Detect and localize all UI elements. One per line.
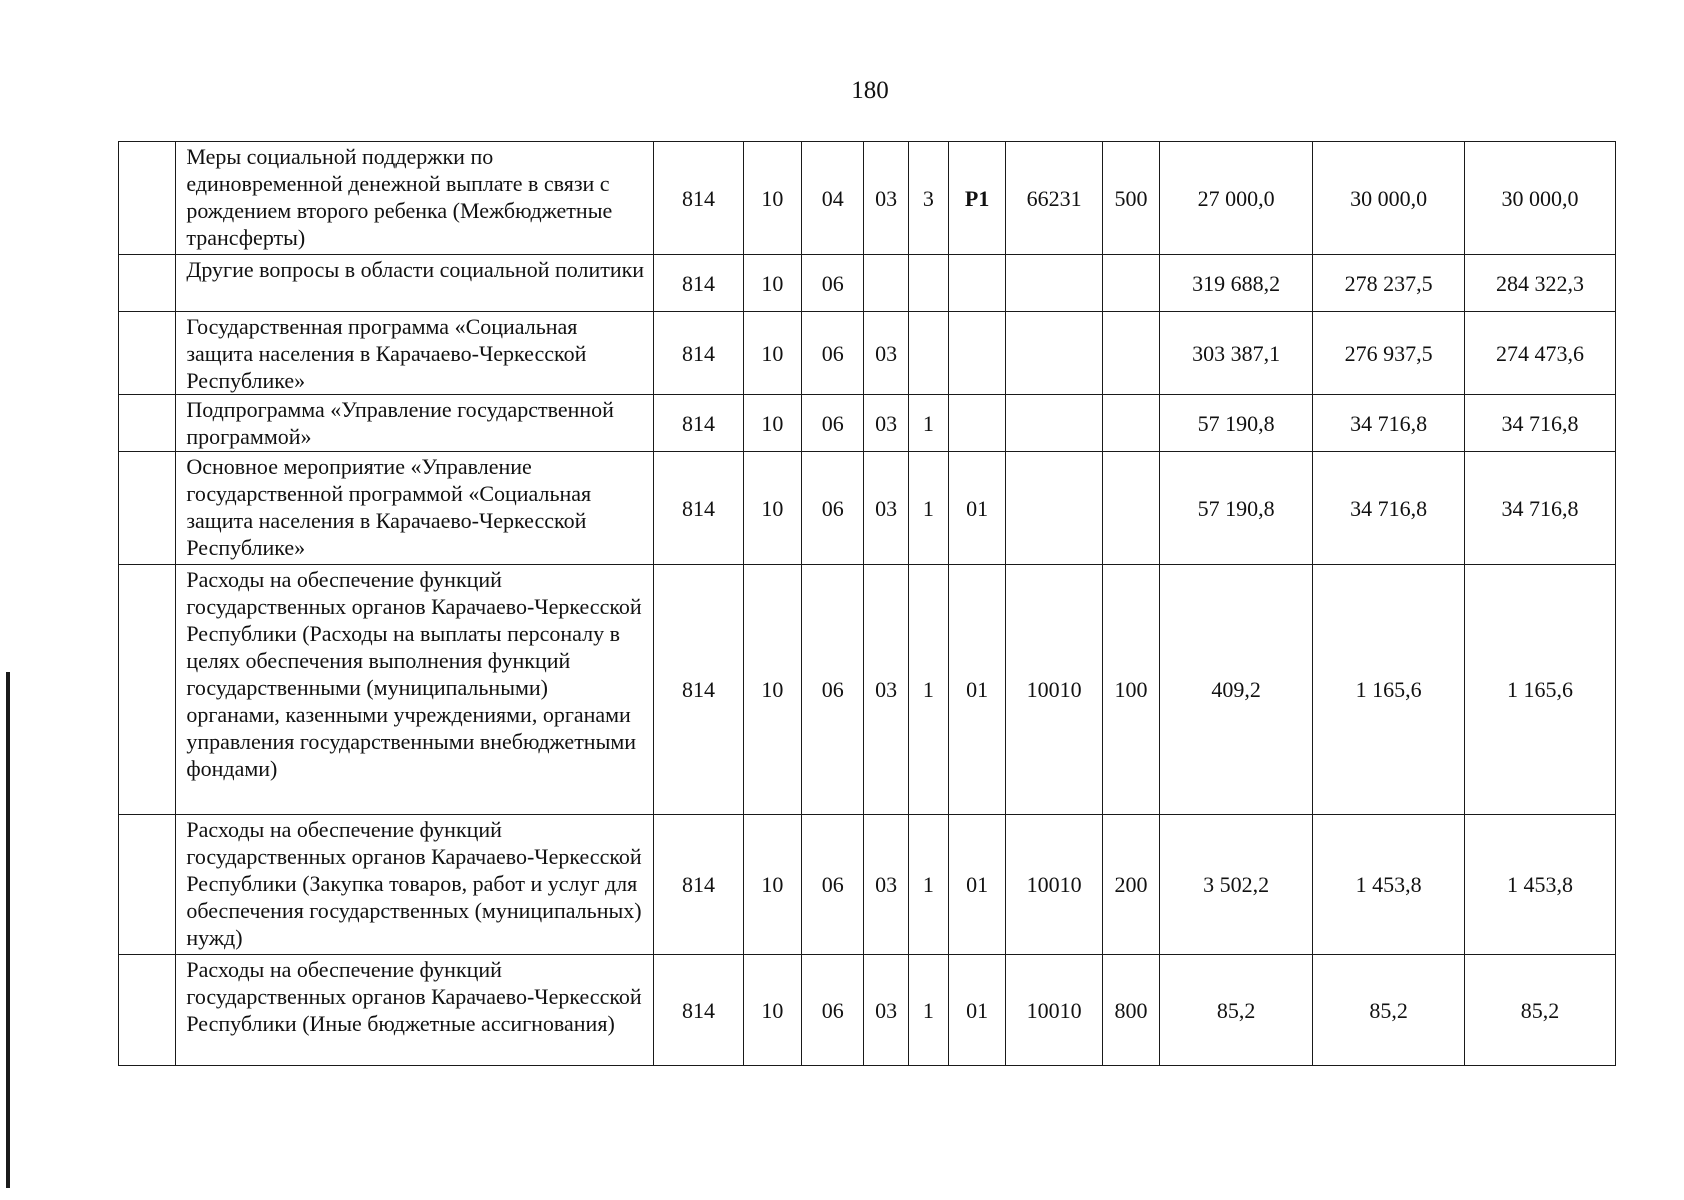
section-code-cell: 10: [743, 452, 801, 565]
table-row: [119, 815, 1616, 955]
page-number: 180: [851, 77, 889, 104]
subprogram-code-cell: [908, 312, 948, 395]
sum-year-1-cell: 57 190,8: [1160, 452, 1313, 565]
subsection-code-cell: 06: [802, 955, 864, 1066]
ministry-code-cell: 814: [654, 142, 744, 255]
table-row: [119, 565, 1616, 815]
direction-code-cell: 10010: [1006, 815, 1103, 955]
sum-year-2-cell: 34 716,8: [1313, 395, 1465, 452]
budget-table: [118, 141, 1616, 1066]
subsection-code-cell: 06: [802, 565, 864, 815]
sum-year-1-cell: 409,2: [1160, 565, 1313, 815]
table-row: [119, 255, 1616, 312]
sum-year-3-cell: 34 716,8: [1465, 452, 1616, 565]
event-code-cell: P1: [948, 142, 1005, 255]
subsection-code-cell: 06: [802, 815, 864, 955]
table-row: [119, 452, 1616, 565]
subprogram-code-cell: 1: [908, 815, 948, 955]
expense-type-cell: 800: [1102, 955, 1159, 1066]
sum-year-3-cell: 274 473,6: [1465, 312, 1616, 395]
sum-year-1-cell: 319 688,2: [1160, 255, 1313, 312]
event-code-cell: [948, 312, 1005, 395]
event-code-cell: [948, 255, 1005, 312]
sum-year-3-cell: 34 716,8: [1465, 395, 1616, 452]
table-row: [119, 142, 1616, 255]
subsection-code-cell: 06: [802, 312, 864, 395]
expense-type-cell: [1102, 312, 1159, 395]
sum-year-1-cell: 57 190,8: [1160, 395, 1313, 452]
direction-code-cell: [1006, 452, 1103, 565]
row-number-cell: [119, 142, 176, 255]
expense-type-cell: 100: [1102, 565, 1159, 815]
direction-code-cell: 10010: [1006, 565, 1103, 815]
subprogram-code-cell: 1: [908, 955, 948, 1066]
section-code-cell: 10: [743, 955, 801, 1066]
scan-edge-mark: [6, 672, 10, 1188]
direction-code-cell: 10010: [1006, 955, 1103, 1066]
sum-year-3-cell: 85,2: [1465, 955, 1616, 1066]
expense-type-cell: [1102, 255, 1159, 312]
sum-year-2-cell: 85,2: [1313, 955, 1465, 1066]
ministry-code-cell: 814: [654, 955, 744, 1066]
expense-name-cell: Расходы на обеспечение функций государственных органов Карачаево-Черкесской Республики (Закупка товаров, работ и услуг для обеспечения государственных (муниципальных) нужд): [176, 815, 654, 955]
subsection-code-cell: 06: [802, 255, 864, 312]
expense-name-cell: Другие вопросы в области социальной политики: [176, 255, 654, 312]
expense-name-cell: Расходы на обеспечение функций государственных органов Карачаево-Черкесской Республики (Иные бюджетные ассигнования): [176, 955, 654, 1066]
ministry-code-cell: 814: [654, 565, 744, 815]
section-code-cell: 10: [743, 395, 801, 452]
program-code-cell: 03: [864, 565, 908, 815]
subsection-code-cell: 06: [802, 452, 864, 565]
row-number-cell: [119, 255, 176, 312]
program-code-cell: 03: [864, 815, 908, 955]
ministry-code-cell: 814: [654, 452, 744, 565]
subprogram-code-cell: 1: [908, 452, 948, 565]
section-code-cell: 10: [743, 255, 801, 312]
expense-type-cell: [1102, 452, 1159, 565]
sum-year-1-cell: 27 000,0: [1160, 142, 1313, 255]
ministry-code-cell: 814: [654, 815, 744, 955]
program-code-cell: 03: [864, 452, 908, 565]
sum-year-2-cell: 276 937,5: [1313, 312, 1465, 395]
section-code-cell: 10: [743, 565, 801, 815]
sum-year-3-cell: 30 000,0: [1465, 142, 1616, 255]
expense-name-cell: Основное мероприятие «Управление государственной программой «Социальная защита населения в Карачаево-Черкесской Республике»: [176, 452, 654, 565]
sum-year-2-cell: 278 237,5: [1313, 255, 1465, 312]
program-code-cell: 03: [864, 955, 908, 1066]
ministry-code-cell: 814: [654, 312, 744, 395]
expense-name-cell: Меры социальной поддержки по единовременной денежной выплате в связи с рождением второго ребенка (Межбюджетные трансферты): [176, 142, 654, 255]
subprogram-code-cell: 3: [908, 142, 948, 255]
direction-code-cell: [1006, 312, 1103, 395]
subprogram-code-cell: [908, 255, 948, 312]
direction-code-cell: 66231: [1006, 142, 1103, 255]
row-number-cell: [119, 565, 176, 815]
sum-year-2-cell: 30 000,0: [1313, 142, 1465, 255]
event-code-cell: 01: [948, 452, 1005, 565]
sum-year-1-cell: 85,2: [1160, 955, 1313, 1066]
table-row: [119, 312, 1616, 395]
subsection-code-cell: 06: [802, 395, 864, 452]
subsection-code-cell: 04: [802, 142, 864, 255]
section-code-cell: 10: [743, 142, 801, 255]
direction-code-cell: [1006, 395, 1103, 452]
row-number-cell: [119, 955, 176, 1066]
sum-year-1-cell: 3 502,2: [1160, 815, 1313, 955]
direction-code-cell: [1006, 255, 1103, 312]
expense-type-cell: 200: [1102, 815, 1159, 955]
expense-name-cell: Государственная программа «Социальная защита населения в Карачаево-Черкесской Республике»: [176, 312, 654, 395]
row-number-cell: [119, 395, 176, 452]
program-code-cell: 03: [864, 142, 908, 255]
ministry-code-cell: 814: [654, 255, 744, 312]
sum-year-2-cell: 1 165,6: [1313, 565, 1465, 815]
event-code-cell: 01: [948, 565, 1005, 815]
row-number-cell: [119, 312, 176, 395]
section-code-cell: 10: [743, 312, 801, 395]
sum-year-1-cell: 303 387,1: [1160, 312, 1313, 395]
sum-year-2-cell: 1 453,8: [1313, 815, 1465, 955]
event-code-cell: [948, 395, 1005, 452]
table-row: [119, 955, 1616, 1066]
event-code-cell: 01: [948, 955, 1005, 1066]
sum-year-2-cell: 34 716,8: [1313, 452, 1465, 565]
subprogram-code-cell: 1: [908, 395, 948, 452]
program-code-cell: [864, 255, 908, 312]
expense-name-cell: Расходы на обеспечение функций государственных органов Карачаево-Черкесской Республики (Расходы на выплаты персоналу в целях обеспечения выполнения функций государственными (муниципальными) органами, казенными учреждениями, органами управления государственными внебюджетными фондами): [176, 565, 654, 815]
ministry-code-cell: 814: [654, 395, 744, 452]
program-code-cell: 03: [864, 312, 908, 395]
expense-name-cell: Подпрограмма «Управление государственной программой»: [176, 395, 654, 452]
expense-type-cell: [1102, 395, 1159, 452]
section-code-cell: 10: [743, 815, 801, 955]
row-number-cell: [119, 815, 176, 955]
subprogram-code-cell: 1: [908, 565, 948, 815]
expense-type-cell: 500: [1102, 142, 1159, 255]
row-number-cell: [119, 452, 176, 565]
table-row: [119, 395, 1616, 452]
sum-year-3-cell: 284 322,3: [1465, 255, 1616, 312]
program-code-cell: 03: [864, 395, 908, 452]
event-code-cell: 01: [948, 815, 1005, 955]
sum-year-3-cell: 1 453,8: [1465, 815, 1616, 955]
sum-year-3-cell: 1 165,6: [1465, 565, 1616, 815]
